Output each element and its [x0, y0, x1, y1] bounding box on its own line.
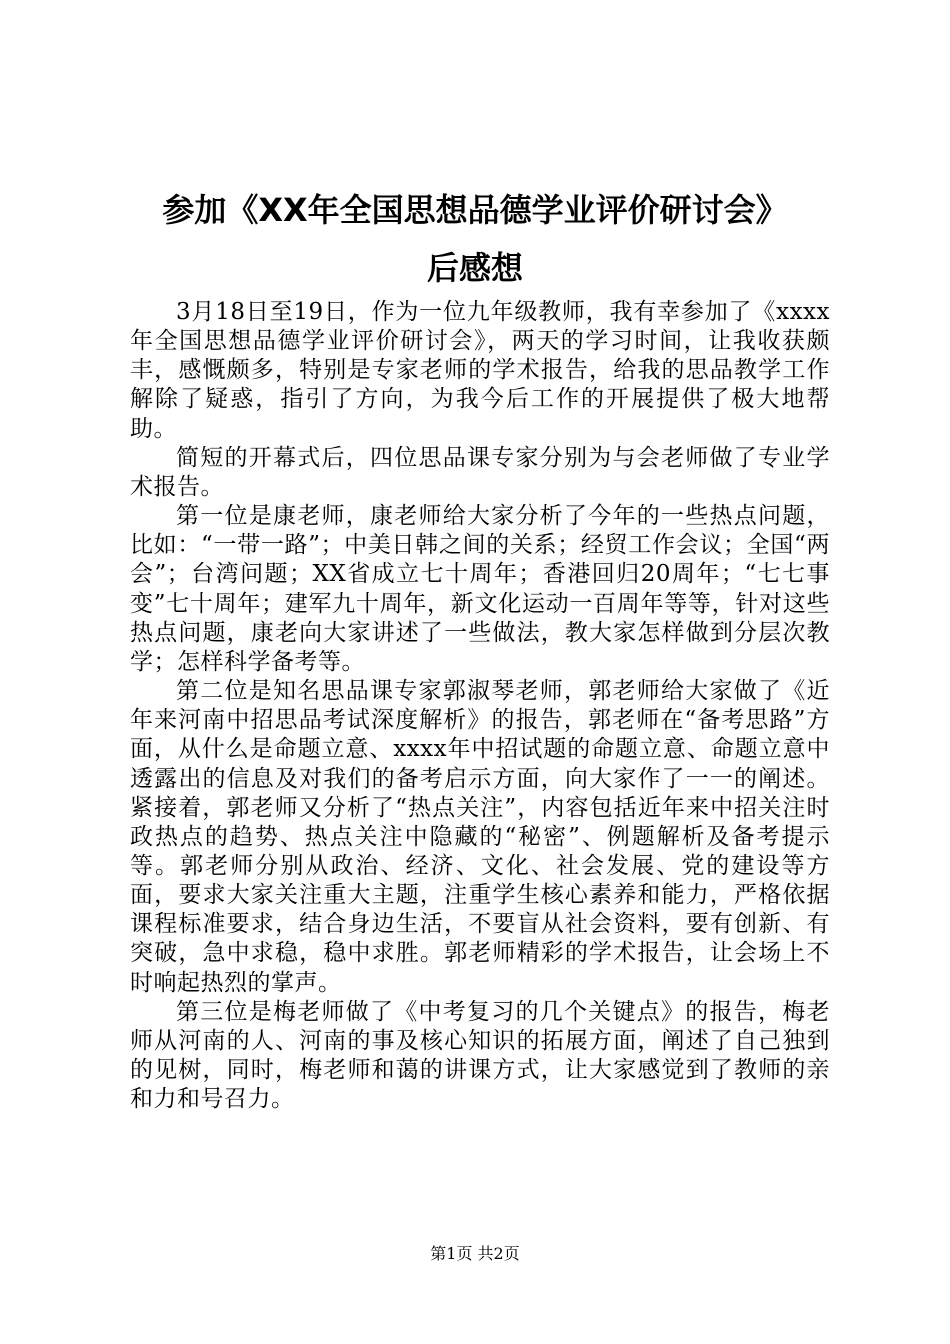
paragraph-4: 第二位是知名思品课专家郭淑琴老师，郭老师给大家做了《近年来河南中招思品考试深度解析》的报告，郭老师在“备考思路”方面，从什么是命题立意、xxxx年中招试题的命题立意、命题立意中透露出的信息及对我们的备考启示方面，向大家作了一一的阐述。紧接着，郭老师又分析了“热点关注”，内容包括近年来中招关注时政热点的趋势、热点关注中隐藏的“秘密”、例题解析及备考提示等。郭老师分别从政治、经济、文化、社会发展、党的建设等方面，要求大家关注重大主题，注重学生核心素养和能力，严格依据课程标准要求，结合身边生活，不要盲从社会资料，要有创新、有突破，急中求稳，稳中求胜。郭老师精彩的学术报告，让会场上不时响起热烈的掌声。	[130, 678, 830, 996]
paragraph-1: 3月18日至19日，作为一位九年级教师，我有幸参加了《xxxx年全国思想品德学业评价研讨会》，两天的学习时间，让我收获颇丰，感慨颇多，特别是专家老师的学术报告，给我的思品教学工作解除了疑惑，指引了方向，为我今后工作的开展提供了极大地帮助。	[130, 299, 830, 442]
paragraph-3: 第一位是康老师，康老师给大家分析了今年的一些热点问题，比如：“一带一路”；中美日韩之间的关系；经贸工作会议；全国“两会”；台湾问题；XX省成立七十周年；香港回归20周年；“七七事变”七十周年；建军九十周年，新文化运动一百周年等等，针对这些热点问题，康老向大家讲述了一些做法，教大家怎样做到分层次教学；怎样科学备考等。	[130, 503, 830, 675]
document-title-line2: 后感想	[426, 249, 523, 287]
paragraph-5: 第三位是梅老师做了《中考复习的几个关键点》的报告，梅老师从河南的人、河南的事及核心知识的拓展方面，阐述了自己独到的见树，同时，梅老师和蔼的讲课方式，让大家感觉到了教师的亲和力和号召力。	[130, 998, 830, 1113]
document-title-line1: 参加《XX年全国思想品德学业评价研讨会》	[162, 191, 788, 229]
paragraph-2: 简短的开幕式后，四位思品课专家分别为与会老师做了专业学术报告。	[130, 444, 830, 500]
document-body	[130, 298, 830, 1114]
page-footer: 第1页 共2页	[430, 1244, 520, 1263]
